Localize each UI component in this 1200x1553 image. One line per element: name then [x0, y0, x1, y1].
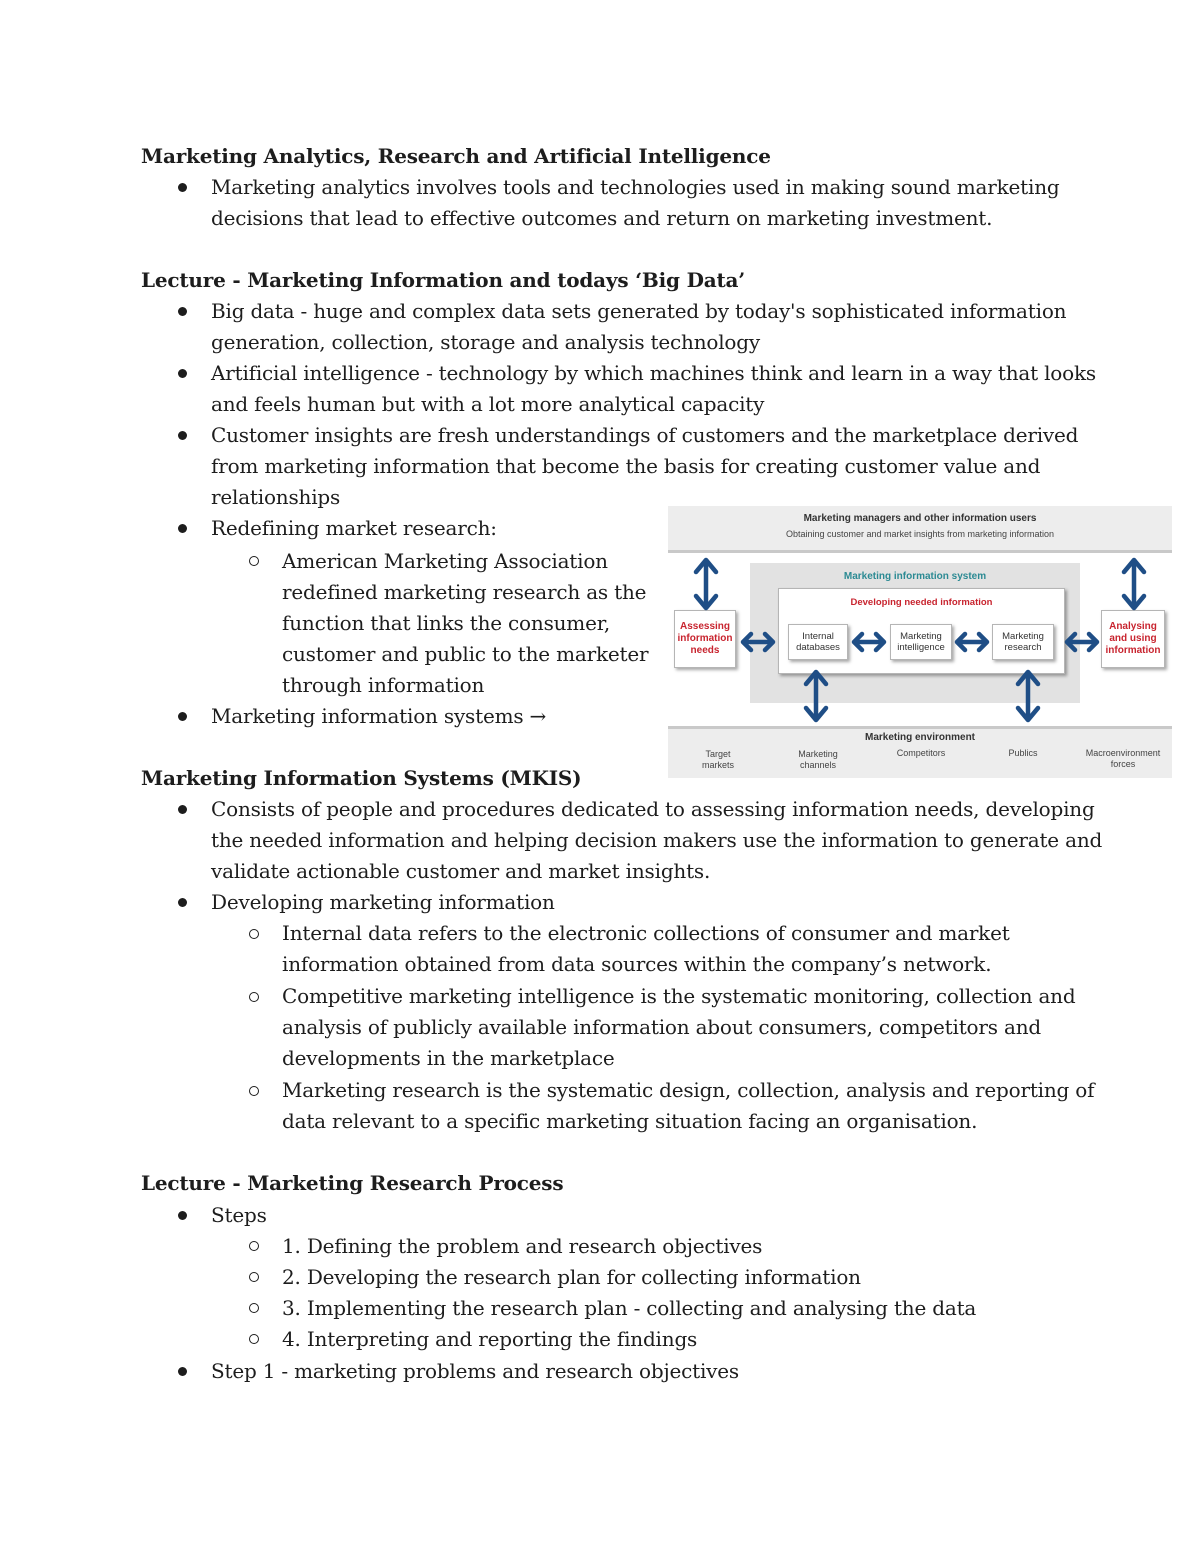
arrow-left-right-analyse	[1067, 634, 1097, 650]
analysing-label: Analysing and using information	[1105, 621, 1161, 656]
bullet-customer-insights	[211, 420, 1078, 513]
internal-databases-label: Internal databases	[796, 631, 840, 653]
arrow-up-down-left	[696, 560, 716, 608]
bullet-dot	[178, 898, 187, 907]
heading-research-process: Lecture - Marketing Research Process	[141, 1171, 564, 1195]
mis-label: Marketing information system	[843, 571, 987, 582]
sub-bullet-ring	[249, 1086, 259, 1096]
text-line: information obtained from data sources within the company’s network.	[282, 952, 992, 976]
arrow-up-down-research	[1018, 672, 1038, 720]
text-line: function that links the consumer,	[282, 611, 611, 635]
text-line: 4. Interpreting and reporting the findings	[282, 1327, 698, 1351]
bullet-step-1-detail	[211, 1356, 739, 1387]
diagram-arrows	[668, 506, 1172, 778]
text-line: 2. Developing the research plan for collecting information	[282, 1265, 861, 1289]
text-line: Internal data refers to the electronic collections of consumer and market	[282, 921, 1010, 945]
text-line: American Marketing Association	[282, 549, 608, 573]
text-line: redefined marketing research as the	[282, 580, 647, 604]
diagram-top-title: Marketing managers and other information users	[803, 513, 1037, 524]
bullet-artificial-intelligence	[211, 358, 1096, 420]
bullet-dot	[178, 805, 187, 814]
text-line: relationships	[211, 485, 341, 509]
text-line: developments in the marketplace	[282, 1046, 615, 1070]
text-line: decisions that lead to effective outcomes and return on marketing investment.	[211, 206, 993, 230]
text-line: customer and public to the marketer	[282, 642, 649, 666]
sub-bullet-competitive-intelligence	[282, 981, 1075, 1074]
assessing-label: Assessing information needs	[677, 621, 733, 656]
diagram-top-subtitle: Obtaining customer and market insights from marketing information	[785, 529, 1055, 539]
text-line: Artificial intelligence - technology by which machines think and learn in a way that looks	[211, 361, 1096, 385]
bullet-developing-information	[211, 887, 555, 918]
text-line: Competitive marketing intelligence is the systematic monitoring, collection and	[282, 984, 1076, 1008]
text-line: data relevant to a specific marketing situation facing an organisation.	[282, 1109, 978, 1133]
text-line: from marketing information that become the basis for creating customer value and	[211, 454, 1041, 478]
text-line: 3. Implementing the research plan - collecting and analysing the data	[282, 1296, 977, 1320]
sub-bullet-ring	[249, 1303, 259, 1313]
env-publics: Publics	[1008, 748, 1038, 758]
heading-mkis: Marketing Information Systems (MKIS)	[141, 766, 582, 790]
step-1	[282, 1231, 762, 1262]
environment-title: Marketing environment	[864, 732, 976, 743]
sub-bullet-ama-definition	[282, 546, 648, 701]
bullet-mkis-definition	[211, 794, 1102, 887]
env-target-markets: Target markets	[701, 749, 734, 770]
sub-bullet-internal-data	[282, 918, 1010, 980]
sub-bullet-ring	[249, 1272, 259, 1282]
heading-marketing-analytics: Marketing Analytics, Research and Artificial Intelligence	[141, 144, 771, 168]
text-line: Customer insights are fresh understandings of customers and the marketplace derived	[211, 423, 1079, 447]
text-line: Consists of people and procedures dedicated to assessing information needs, developing	[211, 797, 1095, 821]
text-line: validate actionable customer and market insights.	[211, 859, 711, 883]
bullet-dot	[178, 1367, 187, 1376]
bullet-marketing-analytics	[211, 172, 1059, 234]
text-line: the needed information and helping decision makers use the information to generate and	[211, 828, 1103, 852]
text-line: Marketing research is the systematic design, collection, analysis and reporting of	[282, 1078, 1095, 1102]
arrow-left-right-assess	[743, 634, 773, 650]
bullet-dot	[178, 1211, 187, 1220]
sub-bullet-marketing-research	[282, 1075, 1094, 1137]
bullet-dot	[178, 307, 187, 316]
text-line: generation, collection, storage and analysis technology	[211, 330, 760, 354]
sub-bullet-ring	[249, 1241, 259, 1251]
text-line: Big data - huge and complex data sets generated by today's sophisticated information	[211, 299, 1067, 323]
marketing-intelligence-label: Marketing intelligence	[897, 631, 945, 653]
mkis-diagram	[668, 506, 1172, 778]
env-macroenvironment-forces: Macroenvironment forces	[1085, 748, 1161, 769]
text-line: 1. Defining the problem and research objectives	[282, 1234, 763, 1258]
developing-label: Developing needed information	[850, 597, 993, 608]
text-line: and feels human but with a lot more analytical capacity	[211, 392, 765, 416]
env-competitors: Competitors	[896, 748, 946, 758]
bullet-dot	[178, 183, 187, 192]
bullet-mis-pointer	[211, 701, 546, 732]
bullet-dot	[178, 712, 187, 721]
text-line: through information	[282, 673, 485, 697]
step-2	[282, 1262, 861, 1293]
text-line: Developing marketing information	[211, 890, 555, 914]
text-line: Steps	[211, 1203, 267, 1227]
arrow-left-right-internal	[854, 634, 884, 650]
heading-big-data: Lecture - Marketing Information and todays ‘Big Data’	[141, 268, 746, 292]
sub-bullet-ring	[249, 556, 259, 566]
bullet-big-data	[211, 296, 1066, 358]
bullet-dot	[178, 431, 187, 440]
arrow-up-down-right	[1124, 560, 1144, 608]
bullet-steps	[211, 1200, 267, 1231]
bullet-dot	[178, 369, 187, 378]
bullet-dot	[178, 524, 187, 533]
marketing-research-label: Marketing research	[1002, 631, 1044, 653]
text-line: Marketing analytics involves tools and technologies used in making sound marketing	[211, 175, 1060, 199]
arrow-up-down-internal	[806, 672, 826, 720]
text-line: Marketing information systems →	[211, 704, 547, 728]
bullet-redefining-research	[211, 513, 497, 544]
sub-bullet-ring	[249, 929, 259, 939]
text-line: Redefining market research:	[211, 516, 497, 540]
arrow-left-right-intelligence	[957, 634, 987, 650]
step-4	[282, 1324, 697, 1355]
step-3	[282, 1293, 976, 1324]
text-line: Step 1 - marketing problems and research objectives	[211, 1359, 739, 1383]
text-line: analysis of publicly available information about consumers, competitors and	[282, 1015, 1041, 1039]
sub-bullet-ring	[249, 992, 259, 1002]
sub-bullet-ring	[249, 1334, 259, 1344]
env-marketing-channels: Marketing channels	[798, 749, 838, 770]
